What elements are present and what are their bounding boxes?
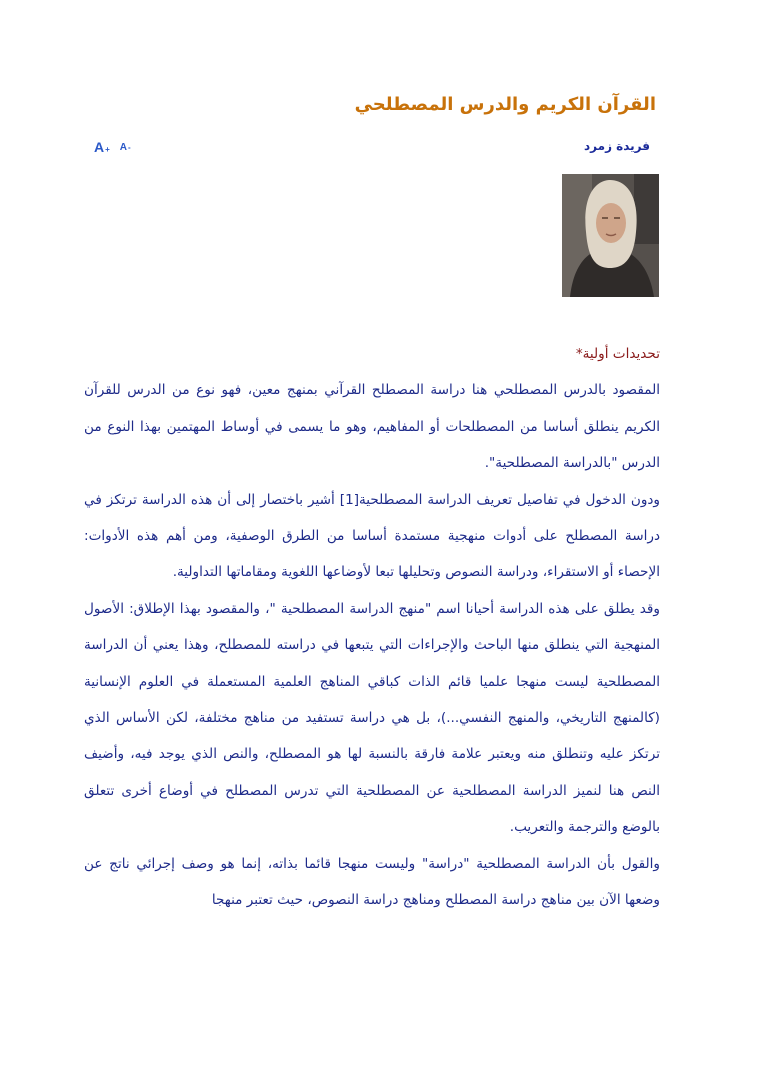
article-paragraph: وقد يطلق على هذه الدراسة أحيانا اسم "منهج الدراسة المصطلحية "، والمقصود بهذا الإطلاق: الأصول المنهجية التي ينطلق منها الباحث والإجراءات التي يتبعها في دراسته للمصطلح، وهذا يعني أن الدراسة المصطلحية ليست منهجا علميا قائم الذات كباقي المناهج العلمية المستعملة في العلوم الإنسانية (كالمنهج التاريخي، والمنهج النفسي...)، بل هي دراسة تستفيد من مناهج مختلفة، لكن الأساس الذي ترتكز عليه وتنطلق منه ويعتبر علامة فارقة بالنسبة لها هو المصطلح، والنص الذي يوجد فيه، وأضيف النص هنا لنميز الدراسة المصطلحية عن المصطلحية التي تدرس المصطلح في أوضاع أخرى تتعلق بالوضع والترجمة والتعريب. [84, 600, 660, 836]
section-subheading: تحديدات أولية* [575, 346, 660, 362]
article-paragraph: ودون الدخول في تفاصيل تعريف الدراسة المصطلحية[1] أشير باختصار إلى أن هذه الدراسة ترتكز في دراسة المصطلح على أدوات منهجية مستمدة أساسا من الطرق الوصفية، ومن أهم هذه الأدوات: الإحصاء أو الاستقراء، ودراسة النصوص وتحليلها تبعا لأوضاعها اللغوية ومقاماتها التداولية. [84, 491, 660, 581]
article-title: القرآن الكريم والدرس المصطلحي [354, 94, 656, 115]
article-body [84, 336, 660, 919]
author-portrait-image [562, 174, 659, 297]
article-paragraph: والقول بأن الدراسة المصطلحية "دراسة" وليست منهجا قائما بذاته، إنما هو وصف إجرائي ناتج عن وضعها الآن بين مناهج دراسة المصطلح ومناهج دراسة النصوص، حيث تعتبر منهجا [84, 855, 660, 909]
plus-icon: + [105, 145, 110, 154]
font-size-controls [94, 140, 131, 154]
minus-icon: - [128, 143, 131, 152]
increase-font-button[interactable] [94, 140, 110, 154]
author-photo [562, 174, 659, 297]
author-name[interactable]: فريدة زمرد [584, 139, 650, 153]
decrease-font-button[interactable] [120, 143, 131, 154]
decrease-font-letter: A [119, 142, 128, 153]
article-paragraph: المقصود بالدرس المصطلحي هنا دراسة المصطلح القرآني بمنهج معين، فهو نوع من الدرس للقرآن الكريم ينطلق أساسا من المصطلحات أو المفاهيم، وهو ما يسمى في أوساط المهتمين بهذا النوع من الدرس "بالدراسة المصطلحية". [84, 382, 660, 472]
increase-font-letter: A [94, 139, 105, 155]
